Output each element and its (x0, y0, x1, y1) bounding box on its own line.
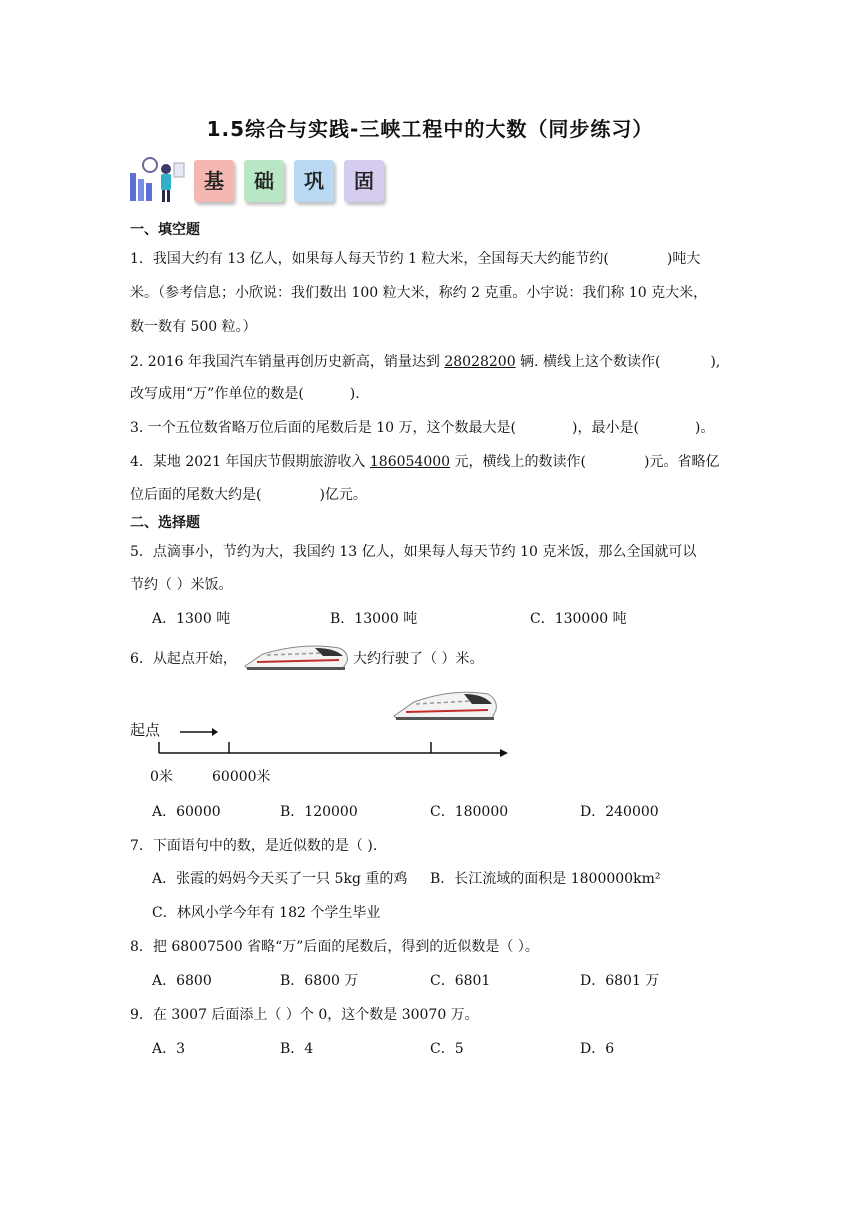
train-icon (243, 638, 351, 672)
q1-line3: 数一数有 500 粒。） (130, 319, 257, 335)
q9-option-c[interactable]: C．5 (430, 1041, 464, 1057)
q9-line1: 9．在 3007 后面添上（ ）个 0，这个数是 30070 万。 (130, 1007, 479, 1023)
q7-line1: 7．下面语句中的数，是近似数的是（ ). (130, 838, 378, 854)
tick-label-0: 0米 (150, 769, 173, 785)
q1-line2: 米。（参考信息；小欣说：我们数出 100 粒大米，称约 2 克重。小宇说：我们称 10 克大米， (130, 285, 708, 301)
q8-option-c[interactable]: C．6801 (430, 973, 491, 989)
q3-text-c: )。 (694, 420, 715, 436)
q2-line1 (130, 351, 720, 371)
banner-tile-4: 固 (344, 160, 384, 202)
q5-option-a[interactable]: A．1300 吨 (152, 611, 231, 627)
q7-option-b[interactable]: B．长江流域的面积是 1800000km² (430, 871, 661, 887)
q3-text-b: )，最小是( (571, 420, 639, 436)
q6-option-b[interactable]: B．120000 (280, 804, 358, 820)
q4-text-b: 元，横线上的数读作( (450, 454, 586, 470)
q5-line2: 节约（ ）米饭。 (130, 577, 233, 593)
q2-text-a: 2. 2016 年我国汽车销量再创历史新高，销量达到 (130, 354, 445, 370)
q6-text-a: 6．从起点开始， (130, 651, 237, 667)
q2-text-b: 辆. 横线上这个数读作( (515, 354, 661, 370)
banner-tile-1: 基 (194, 160, 234, 202)
q4-text-a: 4．某地 2021 年国庆节假期旅游收入 (130, 454, 370, 470)
q7-option-a[interactable]: A．张霞的妈妈今天买了一只 5kg 重的鸡 (152, 871, 408, 887)
q3-text-a: 3. 一个五位数省略万位后面的尾数后是 10 万，这个数最大是( (130, 420, 516, 436)
section-heading-choice: 二、选择题 (130, 515, 200, 531)
q8-line1: 8．把 68007500 省略“万”后面的尾数后，得到的近似数是（ ）。 (130, 939, 539, 955)
q5-line1: 5．点滴事小，节约为大，我国约 13 亿人，如果每人每天节约 10 克米饭，那么全国就可以 (130, 544, 697, 560)
banner-tile-3: 巩 (294, 160, 334, 202)
q4-underlined-number: 186054000 (369, 454, 451, 470)
q6-option-d[interactable]: D．240000 (580, 804, 659, 820)
q2-text-l2b: ). (349, 386, 360, 402)
q9-option-d[interactable]: D．6 (580, 1041, 615, 1057)
q5-option-c[interactable]: C．130000 吨 (530, 611, 627, 627)
chart-person-icon (128, 155, 186, 205)
q6-option-a[interactable]: A．60000 (152, 804, 221, 820)
q8-option-a[interactable]: A．6800 (152, 973, 212, 989)
q6-option-c[interactable]: C．180000 (430, 804, 509, 820)
q2-underlined-number: 28028200 (444, 354, 516, 370)
section-heading-fill: 一、填空题 (130, 222, 200, 238)
q2-text-c: ), (710, 354, 721, 370)
q9-option-a[interactable]: A．3 (152, 1041, 186, 1057)
page-title: 1.5综合与实践-三峡工程中的大数（同步练习） (206, 117, 654, 141)
start-label: 起点 (130, 721, 161, 739)
train-icon-large (392, 684, 500, 722)
q4-text-l2: 位后面的尾数大约是( (130, 487, 262, 503)
q7-option-c[interactable]: C．林风小学今年有 182 个学生毕业 (152, 905, 381, 921)
tick-label-60000: 60000米 (212, 769, 271, 785)
q8-option-d[interactable]: D．6801 万 (580, 973, 660, 989)
q2-text-l2: 改写成用“万”作单位的数是( (130, 386, 304, 402)
q4-line1 (130, 451, 719, 471)
q1-text-a: 1．我国大约有 13 亿人，如果每人每天节约 1 粒大米，全国每天大约能节约( (130, 251, 609, 267)
q1-text-b: )吨大 (666, 251, 701, 267)
banner-tile-2: 础 (244, 160, 284, 202)
q4-line2 (130, 484, 367, 504)
q2-line2 (130, 383, 360, 403)
q6-text-b: 大约行驶了（ ）米。 (353, 651, 484, 667)
q9-option-b[interactable]: B．4 (280, 1041, 314, 1057)
q4-text-l2b: )亿元。 (319, 487, 367, 503)
q1-line1 (130, 248, 700, 268)
q4-text-c: )元。省略亿 (643, 454, 720, 470)
q5-option-b[interactable]: B．13000 吨 (330, 611, 418, 627)
q3-line1 (130, 417, 714, 437)
number-line (150, 720, 520, 765)
q8-option-b[interactable]: B．6800 万 (280, 973, 359, 989)
